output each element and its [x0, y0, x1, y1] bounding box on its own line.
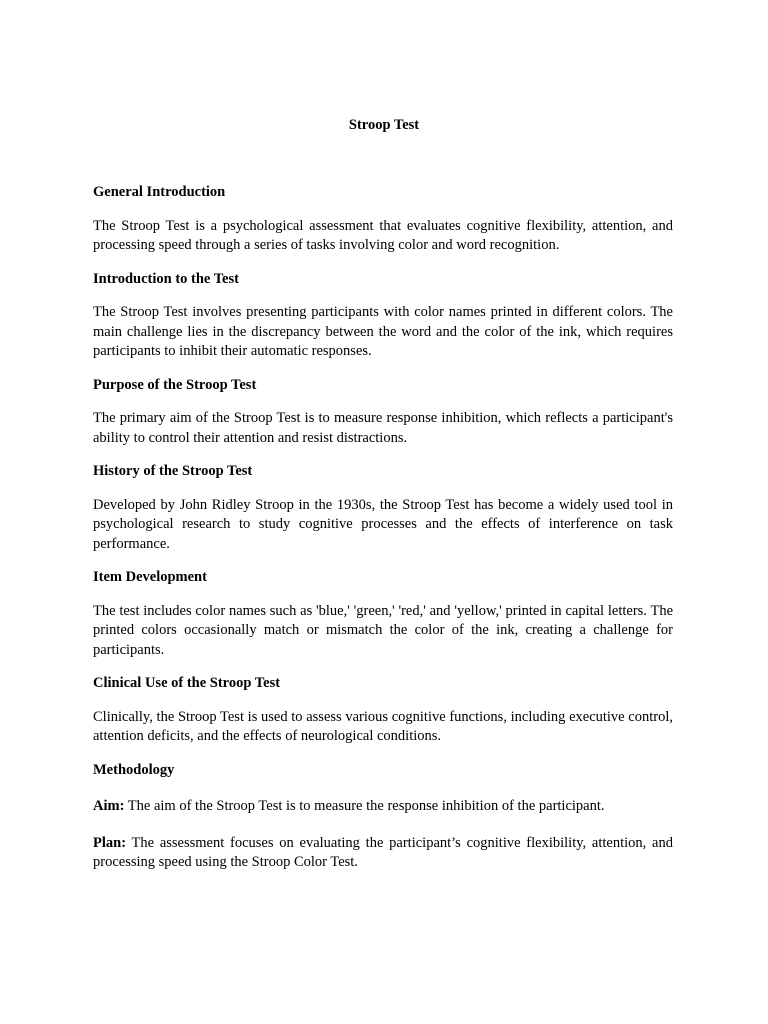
methodology-aim	[93, 797, 673, 817]
section-heading-general-introduction: General Introduction	[93, 184, 226, 200]
methodology-aim-text: The aim of the Stroop Test is to measure the response inhibition of the participant.	[127, 798, 605, 814]
document-title: Stroop Test	[348, 117, 420, 133]
section-body-general-introduction: The Stroop Test is a psychological assessment that evaluates cognitive flexibility, attention, and processing speed through a series of tasks involving color and word recognition.	[93, 217, 673, 253]
section-heading-methodology: Methodology	[93, 761, 175, 778]
section-heading-introduction-to-test: Introduction to the Test	[93, 270, 239, 287]
document-body	[93, 183, 673, 890]
section-heading-history: History of the Stroop Test	[93, 463, 253, 479]
section-body-introduction-to-test: The Stroop Test involves presenting participants with color names printed in different colors. The main challenge lies in the discrepancy between the word and the color of the ink, which requires participants to inhibit their automatic responses.	[93, 304, 673, 359]
section-body-item-development: The test includes color names such as 'blue,' 'green,' 'red,' and 'yellow,' printed in capital letters. The printed colors occasionally match or mismatch the color of the ink, creating a challenge for participants.	[93, 602, 673, 658]
methodology-plan-text: The assessment focuses on evaluating the participant’s cognitive flexibility, attention, and processing speed using the Stroop Color Test.	[93, 834, 673, 870]
section-heading-item-development: Item Development	[93, 569, 207, 585]
methodology-plan-label: Plan:	[93, 834, 127, 851]
methodology-aim-label: Aim:	[93, 798, 125, 814]
section-body-clinical-use: Clinically, the Stroop Test is used to assess various cognitive functions, including executive control, attention deficits, and the effects of neurological conditions.	[93, 708, 673, 744]
section-body-purpose: The primary aim of the Stroop Test is to measure response inhibition, which reflects a participant's ability to control their attention and resist distractions.	[93, 410, 673, 446]
section-heading-clinical-use: Clinical Use of the Stroop Test	[93, 675, 281, 691]
methodology-plan	[93, 834, 673, 873]
section-heading-purpose: Purpose of the Stroop Test	[93, 376, 257, 393]
section-body-history: Developed by John Ridley Stroop in the 1930s, the Stroop Test has become a widely used tool in psychological research to study cognitive processes and the effects of interference on task performance.	[93, 496, 673, 552]
